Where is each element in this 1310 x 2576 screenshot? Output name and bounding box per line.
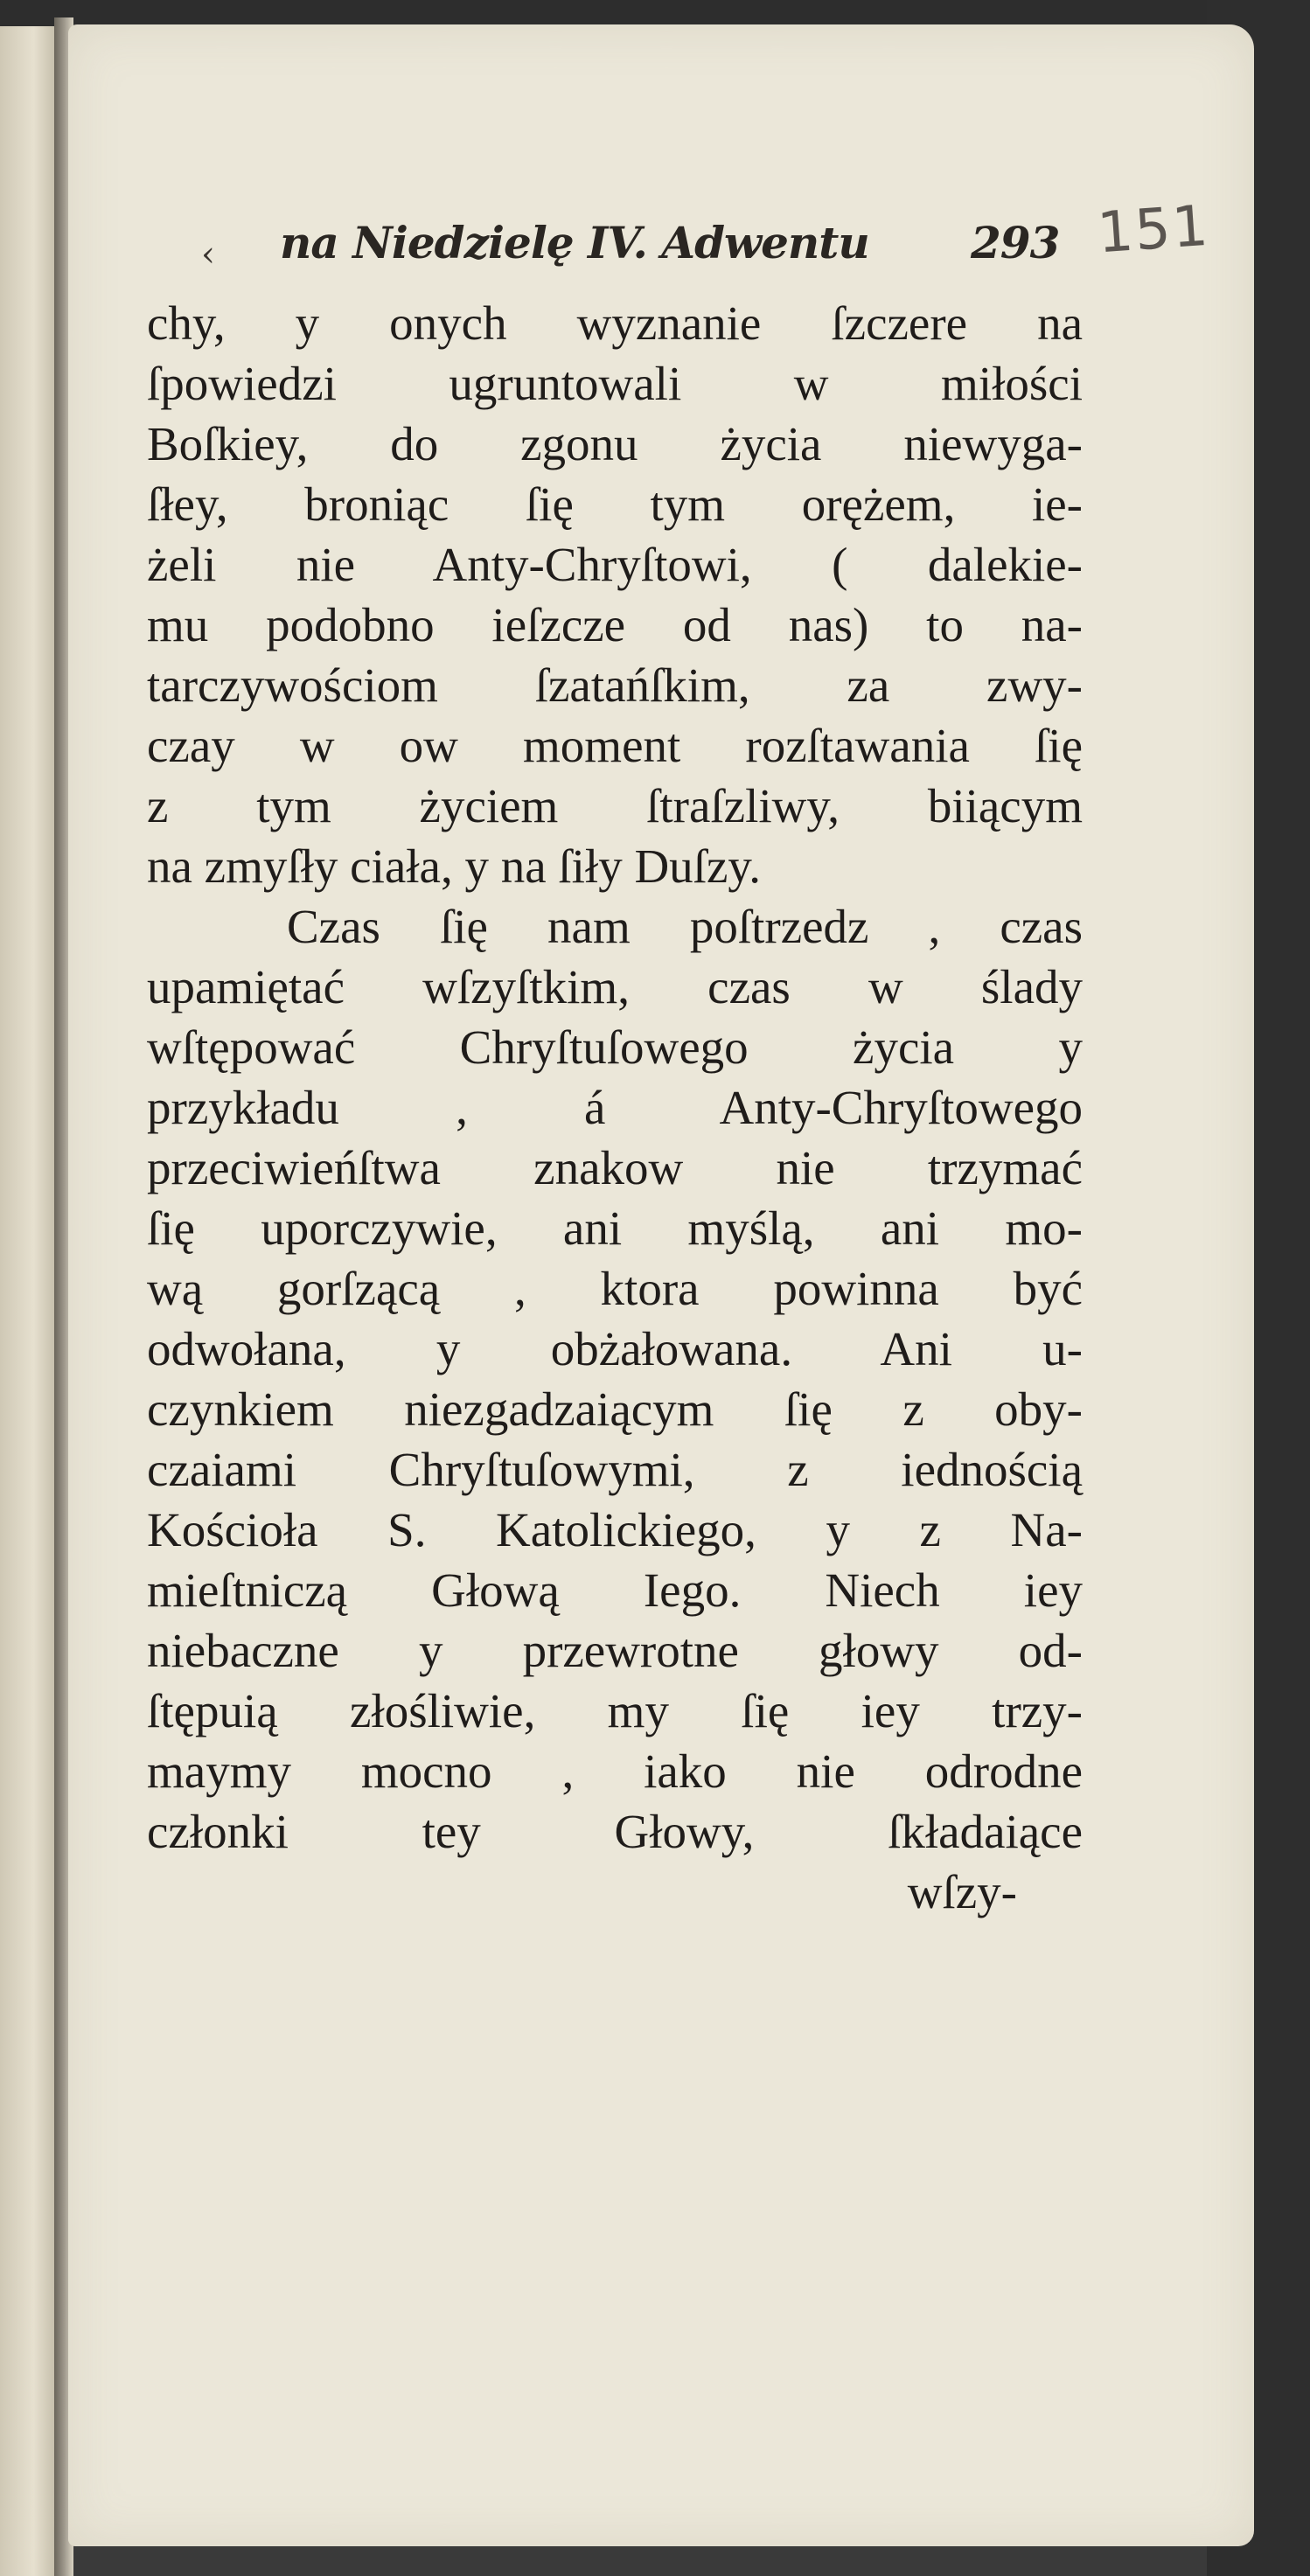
text-line: wſtępować Chryſtuſowego życia y <box>147 1020 1083 1074</box>
text-line: wą gorſzącą , ktora powinna być <box>147 1262 1083 1315</box>
running-header <box>280 217 1067 278</box>
text-line: ſpowiedzi ugruntowali w miłości <box>147 357 1083 410</box>
text-line: tarczywościom ſzatańſkim, za zwy- <box>147 658 1083 712</box>
body-text <box>147 293 1083 1922</box>
text-line: ſię uporczywie, ani myślą, ani mo- <box>147 1201 1083 1255</box>
text-line: ſtępuią złośliwie, my ſię iey trzy- <box>147 1684 1083 1737</box>
text-line: Boſkiey, do zgonu życia niewyga- <box>147 417 1083 470</box>
text-line: czynkiem niezgadzaiącym ſię z oby- <box>147 1382 1083 1436</box>
text-line: z tym życiem ſtraſzliwy, biiącym <box>147 779 1083 832</box>
text-line: czaiami Chryſtuſowymi, z iednością <box>147 1443 1083 1496</box>
text-line: mu podobno ieſzcze od nas) to na- <box>147 598 1083 651</box>
handwritten-folio-annotation: 151 <box>1095 193 1212 267</box>
text-line: odwołana, y obżałowana. Ani u- <box>147 1322 1083 1375</box>
text-line: mieſtniczą Głową Iego. Niech iey <box>147 1563 1083 1617</box>
running-title: na Niedzielę IV. Adwentu <box>280 217 869 268</box>
header-mark: ‹ <box>201 234 215 275</box>
page-number: 293 <box>971 217 1060 268</box>
text-line: ſłey, broniąc ſię tym orężem, ie- <box>147 477 1083 531</box>
facing-page-edge <box>0 26 61 2576</box>
paragraph-first-line: Czas ſię nam poſtrzedz , czas <box>287 900 1083 953</box>
text-line: przeciwieńſtwa znakow nie trzymać <box>147 1141 1083 1194</box>
text-line: żeli nie Anty-Chryſtowi, ( dalekie- <box>147 538 1083 591</box>
text-line: na zmyſły ciała, y na ſiły Duſzy. <box>147 839 762 893</box>
text-line: maymy mocno , iako nie odrodne <box>147 1744 1083 1798</box>
text-line: upamiętać wſzyſtkim, czas w ślady <box>147 960 1083 1013</box>
text-line: chy, y onych wyznanie ſzczere na <box>147 296 1083 350</box>
text-line: członki tey Głowy, ſkładaiące <box>147 1805 1083 1858</box>
text-line: czay w ow moment rozſtawania ſię <box>147 719 1083 772</box>
text-line: Kościoła S. Katolickiego, y z Na- <box>147 1503 1083 1556</box>
text-line: przykładu , á Anty-Chryſtowego <box>147 1081 1083 1134</box>
text-line: niebaczne y przewrotne głowy od- <box>147 1624 1083 1677</box>
catchword: wſzy- <box>907 1865 1017 1918</box>
